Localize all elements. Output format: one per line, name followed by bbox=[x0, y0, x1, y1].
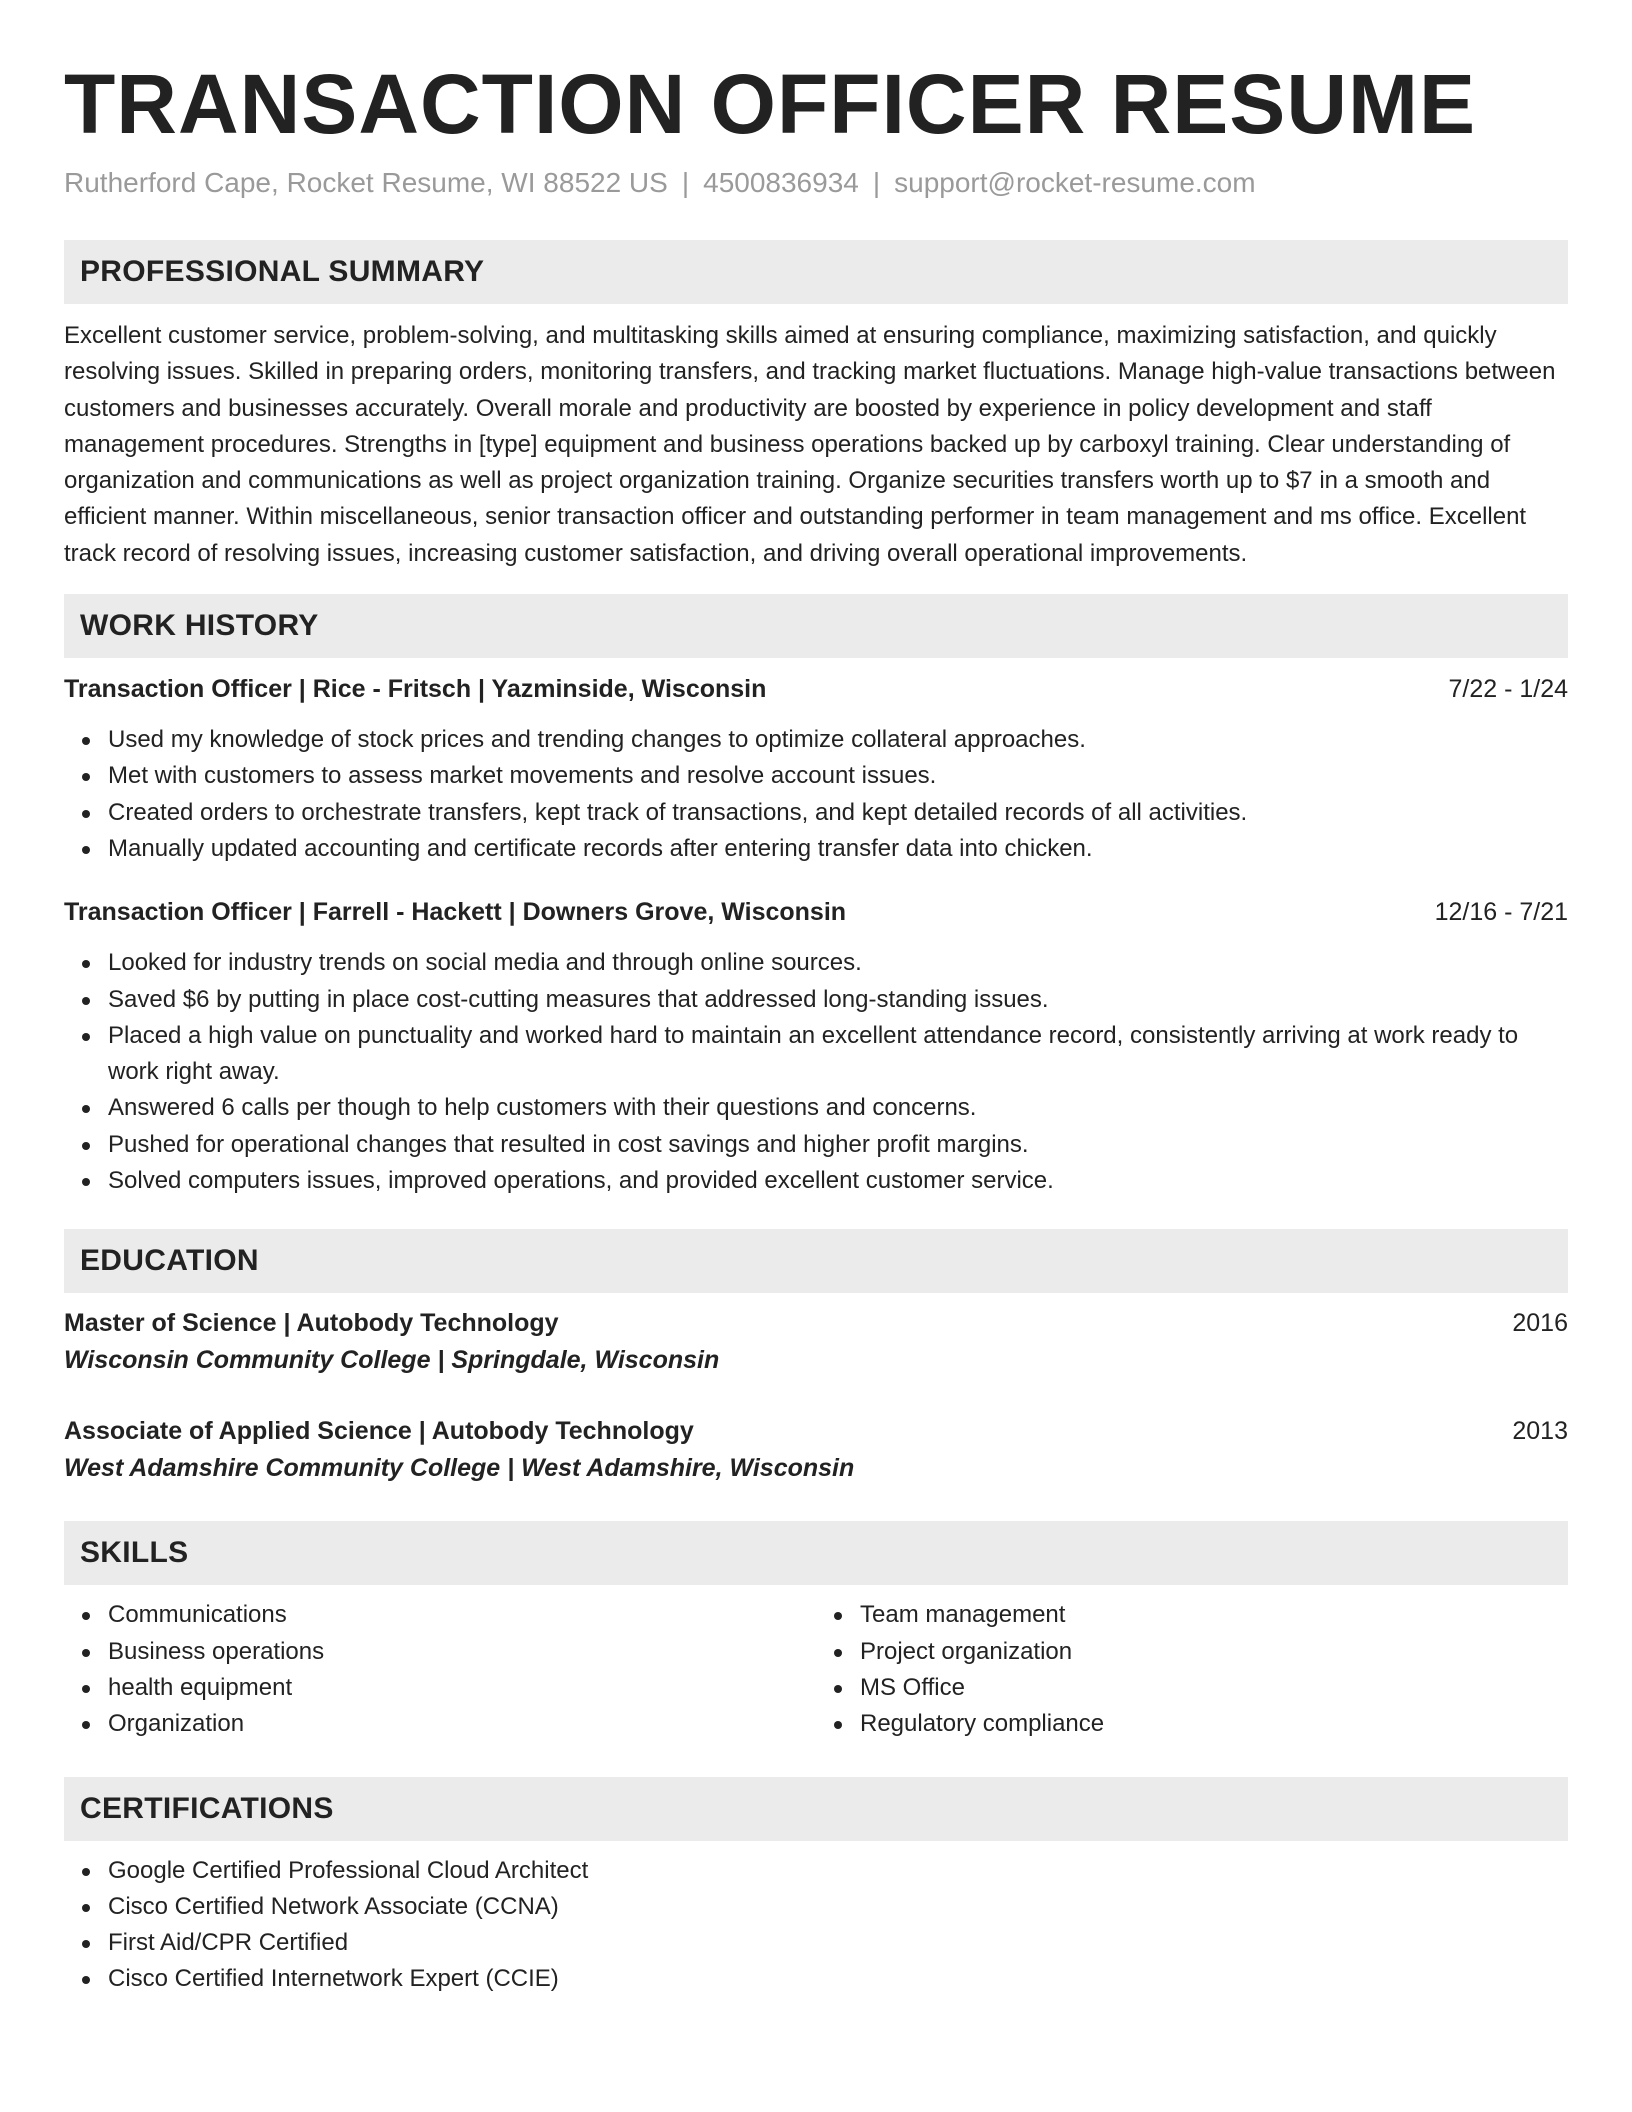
job-bullet: Saved $6 by putting in place cost-cutting measures that addressed long-standing issues. bbox=[108, 982, 1568, 1018]
education-entry bbox=[64, 1413, 1568, 1487]
job-bullet: Solved computers issues, improved operations, and provided excellent customer service. bbox=[108, 1163, 1568, 1199]
job-header bbox=[64, 672, 1568, 706]
education-degree: Master of Science | Autobody Technology bbox=[64, 1309, 559, 1338]
education-school: Wisconsin Community College | Springdale, Wisconsin bbox=[64, 1346, 720, 1375]
certifications-heading: CERTIFICATIONS bbox=[64, 1777, 1568, 1841]
skills-heading: SKILLS bbox=[64, 1521, 1568, 1585]
education-degree: Associate of Applied Science | Autobody Technology bbox=[64, 1417, 694, 1446]
skill-item: Regulatory compliance bbox=[860, 1706, 1568, 1742]
certifications-list bbox=[64, 1853, 1568, 1998]
skill-item: Team management bbox=[860, 1597, 1568, 1633]
job-bullet: Manually updated accounting and certificate records after entering transfer data into chicken. bbox=[108, 831, 1568, 867]
skill-item: Business operations bbox=[108, 1634, 816, 1670]
education-heading: EDUCATION bbox=[64, 1229, 1568, 1293]
education-entry bbox=[64, 1305, 1568, 1379]
summary-text: Excellent customer service, problem-solving, and multitasking skills aimed at ensuring compliance, maximizing satisfaction, and quickly resolving issues. Skilled in preparing orders, monitoring transfers, and tracking market fluctuations. Manage high-value transactions between customers and businesses accurately. Overall morale and productivity are boosted by experience in policy development and staff management procedures. Strengths in [type] equipment and business operations backed up by carboxyl training. Clear understanding of organization and communications as well as project organization training. Organize securities transfers worth up to $7 in a smooth and efficient manner. Within miscellaneous, senior transaction officer and outstanding performer in team management and ms office. Excellent track record of resolving issues, increasing customer satisfaction, and driving overall operational improvements. bbox=[64, 322, 1556, 567]
skills-column-left bbox=[64, 1597, 816, 1742]
skills-grid bbox=[64, 1597, 1568, 1742]
job-header bbox=[64, 895, 1568, 929]
job-bullet: Met with customers to assess market movements and resolve account issues. bbox=[108, 758, 1568, 794]
job-bullet: Pushed for operational changes that resulted in cost savings and higher profit margins. bbox=[108, 1127, 1568, 1163]
job-title: Transaction Officer | Rice - Fritsch | Yazminside, Wisconsin bbox=[64, 675, 767, 704]
certification-item: Cisco Certified Network Associate (CCNA) bbox=[108, 1889, 1568, 1925]
skill-item: MS Office bbox=[860, 1670, 1568, 1706]
education-year: 2013 bbox=[1512, 1417, 1568, 1446]
work-history-heading: WORK HISTORY bbox=[64, 594, 1568, 658]
job-dates: 7/22 - 1/24 bbox=[1448, 675, 1568, 704]
resume-title: TRANSACTION OFFICER RESUME bbox=[64, 57, 1476, 151]
education-year: 2016 bbox=[1512, 1309, 1568, 1338]
skills-column-right bbox=[816, 1597, 1568, 1742]
job-bullet: Placed a high value on punctuality and worked hard to maintain an excellent attendance record, consistently arriving at work ready to work right away. bbox=[108, 1018, 1568, 1091]
skill-item: Organization bbox=[108, 1706, 816, 1742]
job-bullets bbox=[64, 945, 1568, 1199]
contact-line bbox=[64, 166, 1568, 200]
job-bullets bbox=[64, 722, 1568, 867]
job-dates: 12/16 - 7/21 bbox=[1434, 898, 1568, 927]
certification-item: Google Certified Professional Cloud Architect bbox=[108, 1853, 1568, 1889]
job-bullet: Used my knowledge of stock prices and trending changes to optimize collateral approaches. bbox=[108, 722, 1568, 758]
job-bullet: Looked for industry trends on social media and through online sources. bbox=[108, 945, 1568, 981]
contact-email: support@rocket-resume.com bbox=[894, 167, 1256, 198]
education-header bbox=[64, 1305, 1568, 1341]
education-school: West Adamshire Community College | West Adamshire, Wisconsin bbox=[64, 1454, 855, 1483]
certification-item: Cisco Certified Internetwork Expert (CCIE) bbox=[108, 1961, 1568, 1997]
skill-item: health equipment bbox=[108, 1670, 816, 1706]
skill-item: Project organization bbox=[860, 1634, 1568, 1670]
job-bullet: Created orders to orchestrate transfers, kept track of transactions, and kept detailed records of all activities. bbox=[108, 795, 1568, 831]
summary-heading: PROFESSIONAL SUMMARY bbox=[64, 240, 1568, 304]
contact-separator: | bbox=[681, 167, 690, 198]
skill-item: Communications bbox=[108, 1597, 816, 1633]
contact-address: Rutherford Cape, Rocket Resume, WI 88522 US bbox=[64, 167, 668, 198]
job-title: Transaction Officer | Farrell - Hackett | Downers Grove, Wisconsin bbox=[64, 898, 847, 927]
job-entry bbox=[64, 672, 1568, 867]
contact-phone: 4500836934 bbox=[703, 167, 859, 198]
contact-separator: | bbox=[872, 167, 881, 198]
certification-item: First Aid/CPR Certified bbox=[108, 1925, 1568, 1961]
job-bullet: Answered 6 calls per though to help customers with their questions and concerns. bbox=[108, 1090, 1568, 1126]
education-header bbox=[64, 1413, 1568, 1449]
job-entry bbox=[64, 895, 1568, 1199]
